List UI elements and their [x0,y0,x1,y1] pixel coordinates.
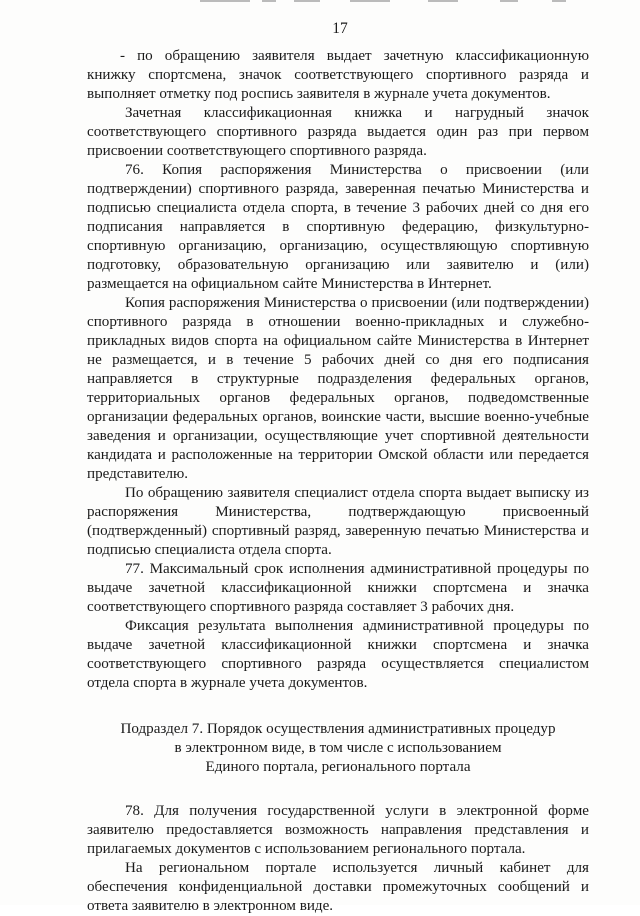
paragraph-76: 76. Копия распоряжения Министерства о присвоении (или подтверждении) спортивного разряда, заверенная печатью Министерства и подписью специалиста отдела спорта, в течение 3 рабочих дней со дня его подписания направляется в спортивную федерацию, физкультурно-спортивную организацию, организацию, осуществляющую спортивную подготовку, образовательную организацию или заявителю и (или) размещается на официальном сайте Министерства в Интернет. [87,162,589,292]
paragraph-extract: По обращению заявителя специалист отдела спорта выдает выписку из распоряжения Министерства, подтверждающую присвоенный (подтвержденный) спортивный разряд, заверенную печатью Министерства и подписью специалиста отдела спорта. [87,485,589,558]
section-heading-line-2: в электронном виде, в том числе с использованием [174,740,502,756]
paragraph-fixation: Фиксация результата выполнения административной процедуры по выдаче зачетной классификационной книжки спортсмена и значка соответствующего спортивного разряда осуществляется специалистом отдела спорта в журнале учета документов. [87,618,589,691]
scan-top-marks [200,0,570,6]
section-heading-line-3: Единого портала, регионального портала [205,759,471,775]
page-number: 17 [332,20,348,37]
paragraph-badge-issuance: - по обращению заявителя выдает зачетную классификационную книжку спортсмена, значок соответствующего спортивного разряда и выполняет отметку под роспись заявителя в журнале учета документов. [87,48,589,102]
section-heading-line-1: Подраздел 7. Порядок осуществления административных процедур [120,721,556,737]
paragraph-military-sports: Копия распоряжения Министерства о присвоении (или подтверждении) спортивного разряда в отношении военно-прикладных и служебно-прикладных видов спорта на официальном сайте Министерства в Интернет не размещается, и в течение 5 рабочих дней со дня его подписания направляется в структурные подразделения федеральных органов, территориальных органов федеральных органов, подведомственные организации федеральных органов, воинские части, высшие военно-учебные заведения и организации, осуществляющие учет спортивной деятельности кандидата и расположенные на территории Омской области или передается представителю. [87,295,589,482]
document-body [87,47,589,916]
section-heading [87,720,589,777]
paragraph-badge-once: Зачетная классификационная книжка и нагрудный значок соответствующего спортивного разряда выдается один раз при первом присвоении соответствующего спортивного разряда. [87,105,589,159]
paragraph-78: 78. Для получения государственной услуги в электронной форме заявителю предоставляется возможность направления представления и прилагаемых документов с использованием регионального портала. [87,803,589,857]
paragraph-77: 77. Максимальный срок исполнения административной процедуры по выдаче зачетной классификационной книжки спортсмена и значка соответствующего спортивного разряда составляет 3 рабочих дня. [87,561,589,615]
paragraph-personal-cabinet: На региональном портале используется личный кабинет для обеспечения конфиденциальной доставки промежуточных сообщений и ответа заявителю в электронном виде. [87,860,589,914]
